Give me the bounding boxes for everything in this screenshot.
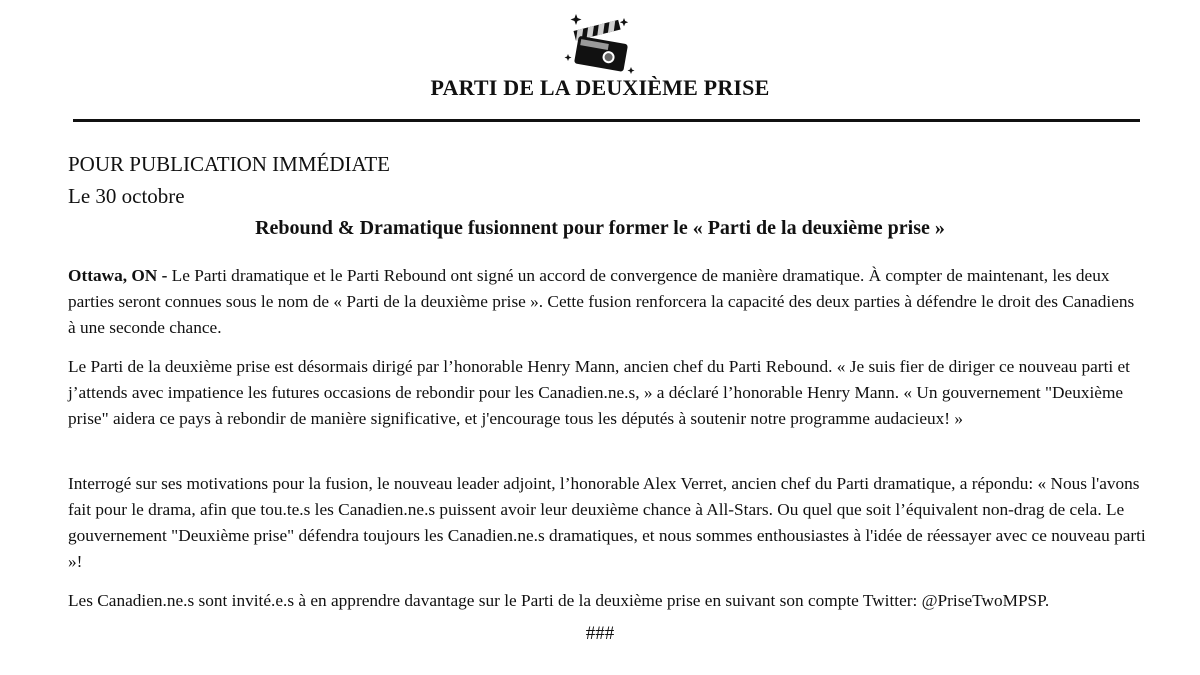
paragraph-4: Les Canadien.ne.s sont invité.e.s à en apprendre davantage sur le Parti de la deuxième prise en suivant son compte Twitter: @PriseTwoMPSP.	[68, 591, 1050, 610]
release-date: Le 30 octobre	[68, 184, 185, 208]
release-label: POUR PUBLICATION IMMÉDIATE	[68, 152, 391, 176]
dateline: Ottawa, ON -	[68, 266, 168, 285]
party-name: PARTI DE LA DEUXIÈME PRISE	[430, 75, 770, 100]
paragraph-1	[68, 263, 1146, 341]
end-mark: ###	[585, 623, 615, 644]
clapperboard-icon	[562, 8, 636, 74]
paragraph-2: Le Parti de la deuxième prise est désormais dirigé par l’honorable Henry Mann, ancien chef du Parti Rebound. « Je suis fier de diriger ce nouveau parti et j’attends avec impatience les futures occasions de rebondir pour les Canadien.ne.s, » a déclaré l’honorable Henry Mann. « Un gouvernement "Deuxième prise" aidera ce pays à rebondir de manière significative, et j'encourage tous les députés à soutenir notre programme audacieux! »	[68, 357, 1130, 428]
paragraph-1-text: Le Parti dramatique et le Parti Rebound ont signé un accord de convergence de manière dramatique. À compter de maintenant, les deux parties seront connues sous le nom de « Parti de la deuxième prise ». Cette fusion renforcera la capacité des deux parties à défendre le droit des Canadiens à une seconde chance.	[68, 266, 1135, 337]
header-divider	[73, 119, 1140, 122]
headline: Rebound & Dramatique fusionnent pour former le « Parti de la deuxième prise »	[255, 217, 945, 239]
paragraph-3: Interrogé sur ses motivations pour la fusion, le nouveau leader adjoint, l’honorable Alex Verret, ancien chef du Parti dramatique, a répondu: « Nous l'avons fait pour le drama, afin que tou.te.s les Canadien.ne.s puissent avoir leur deuxième chance à All-Stars. Ou quel que soit l’équivalent non-drag de cela. Le gouvernement "Deuxième prise" défendra toujours les Canadien.ne.s dramatiques, et nous sommes enthousiastes à l'idée de réessayer avec ce nouveau parti »!	[68, 474, 1146, 571]
